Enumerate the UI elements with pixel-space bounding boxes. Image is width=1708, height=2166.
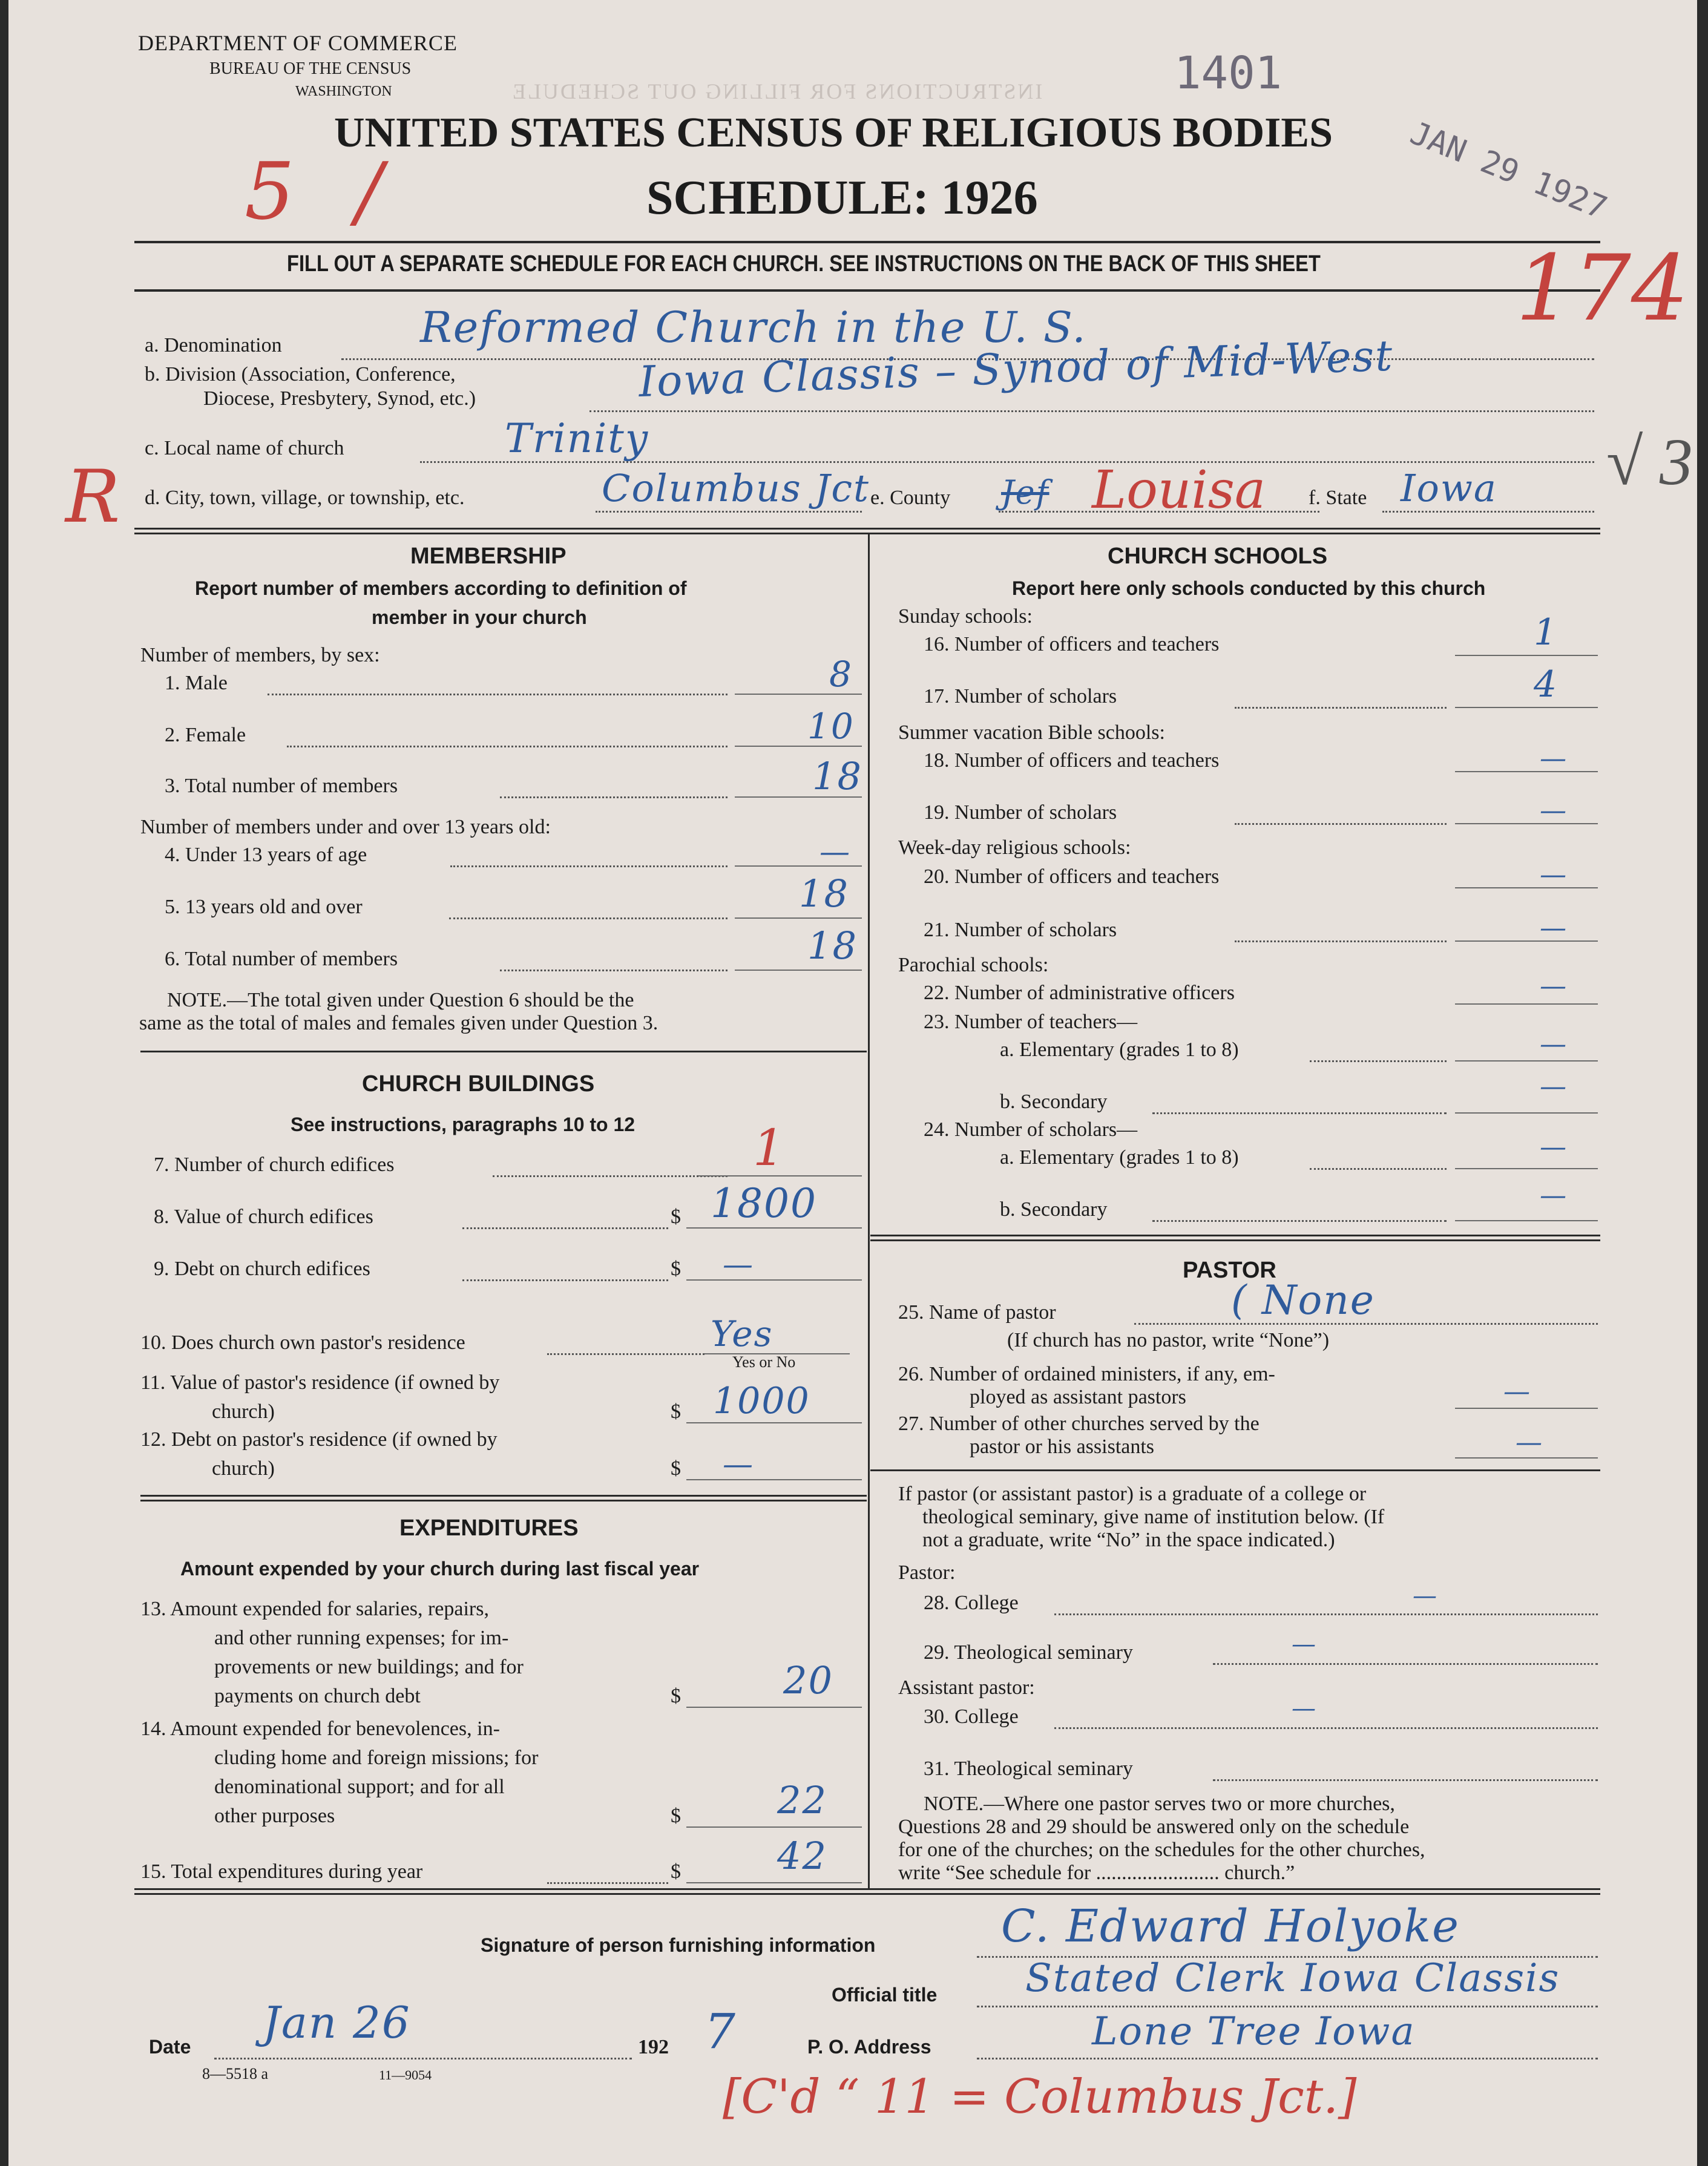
q11-dollar: $ <box>671 1400 681 1423</box>
q4-label: 4. Under 13 years of age <box>165 844 367 866</box>
official-title-label: Official title <box>832 1984 938 2006</box>
q12-dollar: $ <box>671 1457 681 1480</box>
census-schedule-sheet <box>8 0 1697 2166</box>
q13-dollar: $ <box>671 1685 681 1707</box>
column-divider <box>868 533 870 1888</box>
q3-label: 3. Total number of members <box>165 775 398 797</box>
q13-answer[interactable]: 20 <box>783 1658 833 1702</box>
membership-heading: MEMBERSHIP <box>410 543 567 569</box>
division-label-line1: b. Division (Association, Conference, <box>145 363 456 386</box>
graduate-note-line1: If pastor (or assistant pastor) is a graduate of a college or <box>898 1483 1367 1505</box>
schools-rule2 <box>870 1239 1600 1241</box>
q9-answer[interactable]: — <box>723 1247 754 1282</box>
pastor-note-line1: NOTE.—Where one pastor serves two or more churches, <box>924 1793 1395 1815</box>
q29-answer[interactable]: — <box>1292 1630 1317 1658</box>
q19-answer[interactable]: — <box>1540 795 1568 826</box>
graduate-note-line3: not a graduate, write “No” in the space indicated.) <box>922 1529 1335 1551</box>
yes-or-no-hint: Yes or No <box>732 1353 796 1371</box>
membership-sub2: member in your church <box>372 606 587 628</box>
q12-answer-line <box>686 1479 862 1480</box>
q14-line3: denominational support; and for all <box>214 1776 505 1798</box>
membership-sub1: Report number of members according to definition of <box>195 577 687 599</box>
q2-dots <box>287 746 728 747</box>
po-address-label: P. O. Address <box>807 2036 931 2058</box>
q21-answer-line <box>1455 940 1598 942</box>
left-margin-r-mark: R <box>65 455 120 539</box>
header-rule-top <box>134 241 1600 243</box>
expenditures-heading: EXPENDITURES <box>399 1515 579 1541</box>
q23a-label: a. Elementary (grades 1 to 8) <box>1000 1039 1239 1061</box>
q26-label-line2: ployed as assistant pastors <box>970 1386 1186 1408</box>
top-right-red-number: 174 <box>1516 236 1689 341</box>
q19-answer-line <box>1455 823 1598 824</box>
po-address-line <box>977 2058 1598 2059</box>
q24a-answer[interactable]: — <box>1540 1132 1568 1163</box>
q29-dots <box>1213 1663 1598 1665</box>
q24b-label: b. Secondary <box>1000 1198 1108 1221</box>
q16-answer[interactable]: 1 <box>1534 611 1559 654</box>
q3-answer[interactable]: 18 <box>812 754 862 798</box>
graduate-note-line2: theological seminary, give name of institution below. (If <box>922 1506 1385 1528</box>
q8-dollar: $ <box>671 1206 681 1228</box>
q4-dots <box>450 865 728 867</box>
denomination-label: a. Denomination <box>145 334 282 356</box>
pastor-note-line2: Questions 28 and 29 should be answered only on the schedule <box>898 1816 1410 1838</box>
q7-label: 7. Number of church edifices <box>154 1154 395 1176</box>
q31-label: 31. Theological seminary <box>924 1757 1133 1780</box>
buildings-sub: See instructions, paragraphs 10 to 12 <box>291 1114 636 1135</box>
form-title: UNITED STATES CENSUS OF RELIGIOUS BODIES <box>334 110 1333 156</box>
official-title-line <box>977 2006 1598 2007</box>
q5-answer[interactable]: 18 <box>799 871 849 916</box>
expenditures-sub: Amount expended by your church during last fiscal year <box>180 1558 700 1580</box>
q11-label-line1: 11. Value of pastor's residence (if owned by <box>140 1371 500 1394</box>
q23a-dots <box>1310 1060 1447 1062</box>
schools-sub: Report here only schools conducted by this church <box>1012 577 1486 599</box>
schools-heading: CHURCH SCHOOLS <box>1108 543 1328 569</box>
q8-answer[interactable]: 1800 <box>711 1180 817 1227</box>
q21-dots <box>1235 940 1447 942</box>
q1-dots <box>268 694 728 695</box>
q13-line4: payments on church debt <box>214 1685 421 1707</box>
q18-label: 18. Number of officers and teachers <box>924 749 1220 772</box>
denomination-value[interactable]: Reformed Church in the U. S. <box>420 303 1087 352</box>
serial-number-stamp: 1401 <box>1174 47 1283 99</box>
q14-line4: other purposes <box>214 1805 335 1827</box>
q26-label-line1: 26. Number of ordained ministers, if any, em- <box>898 1363 1275 1385</box>
q11-answer[interactable]: 1000 <box>713 1380 810 1422</box>
q11-label-line2: church) <box>212 1400 275 1423</box>
red-annotation: [C'd “ 11 = Columbus Jct.] <box>723 2070 1357 2124</box>
q7-answer[interactable]: 1 <box>753 1120 786 1177</box>
schools-rule <box>870 1235 1600 1236</box>
year-suffix[interactable]: 7 <box>705 2003 737 2059</box>
q23-label: 23. Number of teachers— <box>924 1011 1138 1033</box>
summer-schools-label: Summer vacation Bible schools: <box>898 721 1165 744</box>
q10-dots <box>547 1353 705 1355</box>
q2-label: 2. Female <box>165 724 246 746</box>
q13-line3: provements or new buildings; and for <box>214 1656 524 1678</box>
city-value[interactable]: Columbus Jct <box>602 466 870 510</box>
q9-dollar: $ <box>671 1258 681 1280</box>
q5-dots <box>449 917 728 919</box>
sunday-schools-label: Sunday schools: <box>898 605 1033 628</box>
q6-label: 6. Total number of members <box>165 948 398 970</box>
q24b-answer[interactable]: — <box>1540 1180 1568 1211</box>
division-label-line2: Diocese, Presbytery, Synod, etc.) <box>203 387 476 410</box>
top-left-red-mark: 5 / <box>245 145 401 237</box>
official-title-value[interactable]: Stated Clerk Iowa Classis <box>1025 1956 1560 2001</box>
q27-answer[interactable]: — <box>1516 1427 1543 1458</box>
q19-dots <box>1235 823 1447 825</box>
q23b-answer-line <box>1455 1112 1598 1114</box>
membership-rule <box>140 1051 867 1052</box>
q2-answer[interactable]: 10 <box>807 706 855 747</box>
q9-dots <box>462 1279 668 1281</box>
footer-rule <box>134 1888 1600 1890</box>
q8-label: 8. Value of church edifices <box>154 1206 373 1228</box>
pastor-rule <box>870 1469 1600 1471</box>
q14-answer-line <box>686 1826 862 1828</box>
q22-label: 22. Number of administrative officers <box>924 982 1235 1004</box>
q14-line2: cluding home and foreign missions; for <box>214 1747 539 1769</box>
city-label: WASHINGTON <box>295 84 392 99</box>
q6-dots <box>500 970 728 971</box>
q12-label-line2: church) <box>212 1457 275 1480</box>
q30-dots <box>1054 1727 1598 1729</box>
county-label: e. County <box>870 487 951 509</box>
received-date-stamp: JAN 29 1927 <box>1405 115 1612 227</box>
q6-answer[interactable]: 18 <box>807 924 858 968</box>
by-sex-label: Number of members, by sex: <box>140 644 380 666</box>
q1-answer[interactable]: 8 <box>829 654 853 695</box>
q15-answer-line <box>686 1882 862 1883</box>
q20-label: 20. Number of officers and teachers <box>924 865 1220 888</box>
q22-answer[interactable]: — <box>1540 971 1568 1002</box>
q7-dots <box>493 1175 728 1177</box>
bureau-label: BUREAU OF THE CENSUS <box>209 59 412 78</box>
local-name-value[interactable]: Trinity <box>505 415 649 462</box>
header-rule-bottom <box>134 289 1600 292</box>
signature-value[interactable]: C. Edward Holyoke <box>1001 1900 1460 1952</box>
signature-label: Signature of person furnishing information <box>481 1934 876 1956</box>
pastor-heading: PASTOR <box>1183 1258 1276 1283</box>
q21-label: 21. Number of scholars <box>924 919 1117 941</box>
q13-line2: and other running expenses; for im- <box>214 1627 509 1649</box>
q14-line1: 14. Amount expended for benevolences, in- <box>140 1718 500 1740</box>
q27-label-line1: 27. Number of other churches served by the <box>898 1413 1260 1435</box>
q11-answer-line <box>686 1422 862 1423</box>
county-value[interactable]: Louisa <box>1092 460 1266 520</box>
po-address-value[interactable]: Lone Tree Iowa <box>1092 2009 1416 2054</box>
pastor-note-line4: write “See schedule for ........................ church.” <box>898 1862 1295 1884</box>
q30-answer[interactable]: — <box>1292 1695 1317 1722</box>
form-subtitle: SCHEDULE: 1926 <box>646 171 1038 225</box>
buildings-rule <box>140 1495 867 1497</box>
q26-answer[interactable]: — <box>1503 1376 1531 1407</box>
date-line <box>214 2058 632 2059</box>
q18-answer[interactable]: — <box>1540 743 1568 774</box>
q4-answer[interactable]: — <box>820 834 851 869</box>
state-line <box>1382 511 1594 513</box>
q5-label: 5. 13 years old and over <box>165 896 363 918</box>
form-number: 8—5518 a <box>202 2065 269 2082</box>
q23a-answer-line <box>1455 1060 1598 1062</box>
q8-answer-line <box>686 1227 862 1229</box>
q13-answer-line <box>686 1707 862 1708</box>
parochial-schools-label: Parochial schools: <box>898 954 1049 976</box>
q1-label: 1. Male <box>165 672 228 694</box>
q17-answer[interactable]: 4 <box>1534 663 1559 706</box>
q18-answer-line <box>1455 771 1598 772</box>
footer-rule2 <box>134 1893 1600 1895</box>
q5-answer-line <box>735 917 862 919</box>
date-value[interactable]: Jan 26 <box>263 1997 411 2048</box>
q23a-answer[interactable]: — <box>1540 1029 1568 1060</box>
q23b-answer[interactable]: — <box>1540 1071 1568 1102</box>
q20-answer[interactable]: — <box>1540 859 1568 890</box>
by-age-label: Number of members under and over 13 years old: <box>140 816 551 838</box>
q16-answer-line <box>1455 655 1598 656</box>
q29-label: 29. Theological seminary <box>924 1641 1133 1664</box>
weekday-schools-label: Week-day religious schools: <box>898 836 1131 859</box>
q20-answer-line <box>1455 887 1598 888</box>
local-name-label: c. Local name of church <box>145 437 344 459</box>
q13-line1: 13. Amount expended for salaries, repairs, <box>140 1598 489 1620</box>
state-value[interactable]: Iowa <box>1401 466 1497 510</box>
membership-note-line2: same as the total of males and females given under Question 3. <box>139 1012 659 1034</box>
q28-answer[interactable]: — <box>1413 1582 1438 1610</box>
q9-answer-line <box>686 1279 862 1281</box>
q10-label: 10. Does church own pastor's residence <box>140 1331 465 1354</box>
buildings-rule2 <box>140 1500 867 1501</box>
q15-label: 15. Total expenditures during year <box>140 1860 423 1883</box>
q22-answer-line <box>1455 1003 1598 1005</box>
county-struck-value: Jef <box>1001 473 1049 511</box>
q24a-answer-line <box>1455 1168 1598 1169</box>
department-label: DEPARTMENT OF COMMERCE <box>138 31 458 55</box>
q17-label: 17. Number of scholars <box>924 685 1117 707</box>
year-prefix: 192 <box>638 2036 669 2058</box>
q8-dots <box>462 1227 668 1229</box>
q24-label: 24. Number of scholars— <box>924 1118 1138 1141</box>
section-rule-top2 <box>134 533 1600 534</box>
q26-answer-line <box>1455 1408 1598 1409</box>
q24b-answer-line <box>1455 1220 1598 1221</box>
q21-answer[interactable]: — <box>1540 913 1568 944</box>
q15-dollar: $ <box>671 1860 681 1883</box>
q15-answer[interactable]: 42 <box>777 1834 827 1878</box>
q17-dots <box>1235 707 1447 709</box>
section-rule-top <box>134 528 1600 530</box>
q25-label: 25. Name of pastor <box>898 1301 1056 1324</box>
q14-dollar: $ <box>671 1805 681 1827</box>
division-value[interactable]: Iowa Classis – Synod of Mid-West <box>638 330 1394 407</box>
right-margin-check-mark: √ 3 <box>1606 425 1693 499</box>
state-label: f. State <box>1309 487 1367 509</box>
assistant-pastor-label: Assistant pastor: <box>898 1676 1035 1699</box>
bleed-through-text: INSTRUCTIONS FOR FILLING OUT SCHEDULE <box>511 79 1043 103</box>
division-line <box>590 410 1594 412</box>
pastor-label: Pastor: <box>898 1561 956 1584</box>
q17-answer-line <box>1455 707 1598 708</box>
q25-answer[interactable]: ( None <box>1231 1277 1375 1324</box>
q23b-dots <box>1152 1112 1447 1114</box>
buildings-heading: CHURCH BUILDINGS <box>362 1071 595 1097</box>
q27-label-line2: pastor or his assistants <box>970 1436 1155 1458</box>
q28-dots <box>1054 1613 1598 1615</box>
print-number: 11—9054 <box>379 2067 432 2082</box>
q25-note: (If church has no pastor, write “None”) <box>1007 1329 1330 1351</box>
q23b-label: b. Secondary <box>1000 1091 1108 1113</box>
city-line <box>596 511 862 513</box>
pastor-note-line3: for one of the churches; on the schedules for the other churches, <box>898 1839 1425 1861</box>
date-label: Date <box>149 2036 191 2058</box>
q24b-dots <box>1152 1220 1447 1222</box>
q24a-dots <box>1310 1168 1447 1170</box>
fill-out-instruction: FILL OUT A SEPARATE SCHEDULE FOR EACH CHURCH. SEE INSTRUCTIONS ON THE BACK OF THIS SHEET <box>287 251 1321 277</box>
q9-label: 9. Debt on church edifices <box>154 1258 370 1280</box>
q6-answer-line <box>735 970 862 971</box>
q19-label: 19. Number of scholars <box>924 801 1117 824</box>
q28-label: 28. College <box>924 1592 1019 1614</box>
q12-answer[interactable]: — <box>723 1446 754 1482</box>
q3-dots <box>500 796 728 798</box>
q16-label: 16. Number of officers and teachers <box>924 633 1220 655</box>
q15-dots <box>547 1882 668 1884</box>
q10-answer[interactable]: Yes <box>711 1313 774 1354</box>
q12-label-line1: 12. Debt on pastor's residence (if owned by <box>140 1428 498 1451</box>
q31-dots <box>1213 1779 1598 1781</box>
membership-note-line1: NOTE.—The total given under Question 6 should be the <box>167 989 634 1011</box>
q24a-label: a. Elementary (grades 1 to 8) <box>1000 1146 1239 1169</box>
q14-answer[interactable]: 22 <box>777 1778 827 1822</box>
city-label-d: d. City, town, village, or township, etc. <box>145 487 465 509</box>
q30-label: 30. College <box>924 1705 1019 1728</box>
